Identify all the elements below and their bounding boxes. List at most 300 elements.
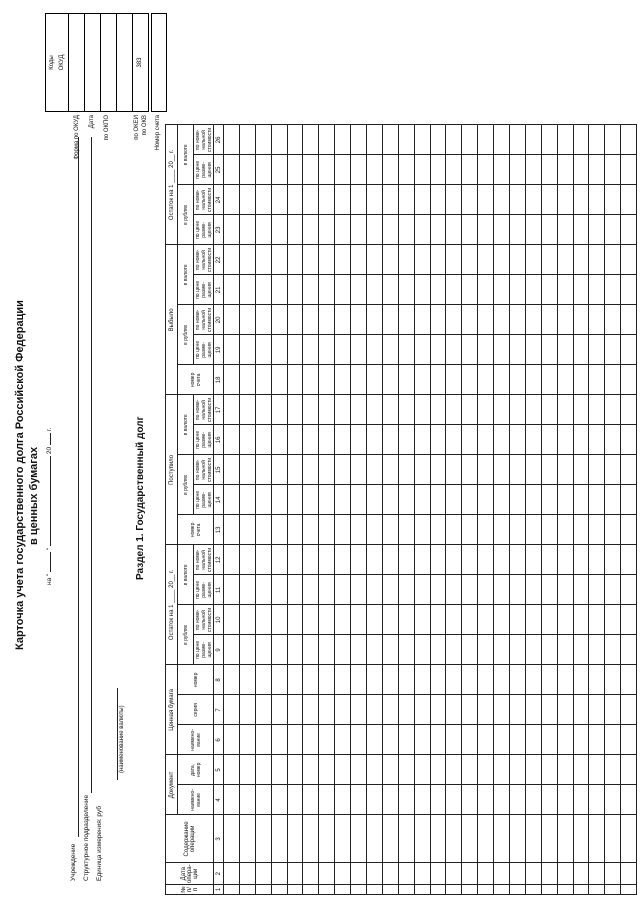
table-cell[interactable] — [351, 635, 367, 665]
table-cell[interactable] — [494, 305, 510, 335]
table-cell[interactable] — [414, 185, 430, 215]
table-cell[interactable] — [382, 545, 398, 575]
table-cell[interactable] — [557, 275, 573, 305]
table-cell[interactable] — [525, 755, 541, 785]
table-cell[interactable] — [446, 785, 462, 815]
table-cell[interactable] — [589, 155, 605, 185]
table-cell[interactable] — [430, 215, 446, 245]
table-cell[interactable] — [573, 785, 589, 815]
table-cell[interactable] — [557, 125, 573, 155]
table-cell[interactable] — [367, 335, 383, 365]
table-cell[interactable] — [224, 725, 240, 755]
table-cell[interactable] — [224, 575, 240, 605]
table-cell[interactable] — [605, 305, 621, 335]
table-cell[interactable] — [351, 425, 367, 455]
table-cell[interactable] — [589, 755, 605, 785]
table-cell[interactable] — [255, 125, 271, 155]
table-cell[interactable] — [319, 605, 335, 635]
table-cell[interactable] — [287, 605, 303, 635]
table-cell[interactable] — [525, 885, 541, 895]
division-field[interactable] — [91, 137, 92, 793]
table-cell[interactable] — [557, 575, 573, 605]
table-cell[interactable] — [224, 245, 240, 275]
table-cell[interactable] — [351, 395, 367, 425]
table-cell[interactable] — [462, 335, 478, 365]
table-cell[interactable] — [351, 185, 367, 215]
table-cell[interactable] — [573, 605, 589, 635]
table-cell[interactable] — [303, 215, 319, 245]
table-cell[interactable] — [239, 575, 255, 605]
table-cell[interactable] — [430, 725, 446, 755]
table-cell[interactable] — [478, 245, 494, 275]
table-cell[interactable] — [351, 275, 367, 305]
table-cell[interactable] — [414, 125, 430, 155]
table-cell[interactable] — [303, 885, 319, 895]
table-cell[interactable] — [573, 725, 589, 755]
table-cell[interactable] — [589, 815, 605, 863]
table-cell[interactable] — [605, 605, 621, 635]
table-cell[interactable] — [605, 635, 621, 665]
table-cell[interactable] — [319, 485, 335, 515]
table-cell[interactable] — [335, 665, 351, 695]
table-cell[interactable] — [494, 575, 510, 605]
table-cell[interactable] — [430, 395, 446, 425]
table-cell[interactable] — [414, 215, 430, 245]
table-cell[interactable] — [446, 485, 462, 515]
table-cell[interactable] — [478, 275, 494, 305]
table-cell[interactable] — [335, 395, 351, 425]
table-cell[interactable] — [446, 455, 462, 485]
table-cell[interactable] — [494, 695, 510, 725]
table-cell[interactable] — [446, 815, 462, 863]
table-cell[interactable] — [525, 425, 541, 455]
table-cell[interactable] — [303, 245, 319, 275]
table-cell[interactable] — [478, 485, 494, 515]
table-cell[interactable] — [462, 395, 478, 425]
table-cell[interactable] — [478, 455, 494, 485]
table-cell[interactable] — [287, 545, 303, 575]
table-cell[interactable] — [525, 605, 541, 635]
table-cell[interactable] — [287, 125, 303, 155]
table-cell[interactable] — [398, 335, 414, 365]
table-cell[interactable] — [462, 515, 478, 545]
table-cell[interactable] — [525, 665, 541, 695]
table-cell[interactable] — [446, 575, 462, 605]
table-cell[interactable] — [224, 815, 240, 863]
table-cell[interactable] — [589, 365, 605, 395]
table-cell[interactable] — [478, 305, 494, 335]
table-cell[interactable] — [398, 395, 414, 425]
table-cell[interactable] — [510, 275, 526, 305]
table-cell[interactable] — [621, 365, 637, 395]
table-cell[interactable] — [605, 365, 621, 395]
table-cell[interactable] — [319, 245, 335, 275]
table-cell[interactable] — [541, 215, 557, 245]
table-cell[interactable] — [367, 755, 383, 785]
table-cell[interactable] — [462, 305, 478, 335]
table-cell[interactable] — [478, 425, 494, 455]
table-cell[interactable] — [494, 545, 510, 575]
table-cell[interactable] — [494, 515, 510, 545]
table-cell[interactable] — [303, 485, 319, 515]
table-cell[interactable] — [478, 335, 494, 365]
table-cell[interactable] — [605, 215, 621, 245]
table-cell[interactable] — [525, 863, 541, 885]
table-cell[interactable] — [303, 665, 319, 695]
table-cell[interactable] — [525, 635, 541, 665]
table-cell[interactable] — [446, 395, 462, 425]
table-cell[interactable] — [255, 215, 271, 245]
table-cell[interactable] — [382, 785, 398, 815]
table-cell[interactable] — [382, 605, 398, 635]
table-cell[interactable] — [494, 215, 510, 245]
table-cell[interactable] — [510, 635, 526, 665]
table-cell[interactable] — [462, 275, 478, 305]
table-cell[interactable] — [573, 245, 589, 275]
table-cell[interactable] — [525, 395, 541, 425]
table-cell[interactable] — [541, 785, 557, 815]
table-cell[interactable] — [255, 665, 271, 695]
table-cell[interactable] — [271, 305, 287, 335]
date-code-cell[interactable] — [85, 14, 101, 111]
table-cell[interactable] — [462, 185, 478, 215]
table-cell[interactable] — [414, 515, 430, 545]
table-cell[interactable] — [557, 695, 573, 725]
table-cell[interactable] — [605, 665, 621, 695]
table-cell[interactable] — [541, 635, 557, 665]
table-cell[interactable] — [541, 885, 557, 895]
table-cell[interactable] — [367, 485, 383, 515]
table-cell[interactable] — [494, 425, 510, 455]
table-cell[interactable] — [319, 275, 335, 305]
table-cell[interactable] — [224, 785, 240, 815]
table-cell[interactable] — [382, 665, 398, 695]
table-cell[interactable] — [319, 863, 335, 885]
table-cell[interactable] — [621, 885, 637, 895]
table-cell[interactable] — [478, 395, 494, 425]
table-cell[interactable] — [621, 725, 637, 755]
table-cell[interactable] — [224, 863, 240, 885]
table-cell[interactable] — [510, 215, 526, 245]
table-cell[interactable] — [478, 785, 494, 815]
table-cell[interactable] — [494, 365, 510, 395]
table-cell[interactable] — [287, 365, 303, 395]
table-cell[interactable] — [621, 215, 637, 245]
table-cell[interactable] — [271, 545, 287, 575]
table-cell[interactable] — [255, 155, 271, 185]
table-cell[interactable] — [271, 863, 287, 885]
table-cell[interactable] — [367, 215, 383, 245]
table-cell[interactable] — [382, 275, 398, 305]
table-cell[interactable] — [541, 395, 557, 425]
table-cell[interactable] — [239, 605, 255, 635]
table-cell[interactable] — [462, 245, 478, 275]
table-cell[interactable] — [510, 863, 526, 885]
table-cell[interactable] — [351, 335, 367, 365]
table-cell[interactable] — [446, 665, 462, 695]
table-cell[interactable] — [573, 755, 589, 785]
table-cell[interactable] — [303, 725, 319, 755]
table-cell[interactable] — [510, 395, 526, 425]
table-cell[interactable] — [605, 335, 621, 365]
table-cell[interactable] — [224, 395, 240, 425]
table-cell[interactable] — [621, 455, 637, 485]
table-cell[interactable] — [224, 125, 240, 155]
table-cell[interactable] — [510, 425, 526, 455]
table-cell[interactable] — [303, 365, 319, 395]
table-cell[interactable] — [589, 575, 605, 605]
table-cell[interactable] — [430, 185, 446, 215]
table-cell[interactable] — [287, 155, 303, 185]
table-cell[interactable] — [239, 515, 255, 545]
table-cell[interactable] — [446, 695, 462, 725]
table-cell[interactable] — [319, 545, 335, 575]
table-cell[interactable] — [462, 125, 478, 155]
table-cell[interactable] — [382, 885, 398, 895]
table-cell[interactable] — [510, 185, 526, 215]
table-cell[interactable] — [382, 815, 398, 863]
table-cell[interactable] — [462, 755, 478, 785]
okud-code-cell[interactable] — [69, 14, 85, 111]
table-cell[interactable] — [557, 755, 573, 785]
table-cell[interactable] — [621, 425, 637, 455]
table-cell[interactable] — [430, 125, 446, 155]
table-cell[interactable] — [605, 155, 621, 185]
table-cell[interactable] — [351, 725, 367, 755]
table-cell[interactable] — [589, 215, 605, 245]
table-cell[interactable] — [382, 575, 398, 605]
table-cell[interactable] — [494, 785, 510, 815]
table-cell[interactable] — [351, 245, 367, 275]
table-cell[interactable] — [335, 785, 351, 815]
table-cell[interactable] — [367, 575, 383, 605]
table-cell[interactable] — [303, 755, 319, 785]
table-cell[interactable] — [494, 863, 510, 885]
table-cell[interactable] — [382, 455, 398, 485]
table-cell[interactable] — [462, 155, 478, 185]
table-cell[interactable] — [287, 485, 303, 515]
table-cell[interactable] — [287, 335, 303, 365]
table-cell[interactable] — [589, 635, 605, 665]
table-cell[interactable] — [621, 815, 637, 863]
table-cell[interactable] — [478, 185, 494, 215]
table-cell[interactable] — [335, 305, 351, 335]
table-cell[interactable] — [605, 425, 621, 455]
table-cell[interactable] — [287, 785, 303, 815]
table-cell[interactable] — [382, 725, 398, 755]
table-cell[interactable] — [351, 863, 367, 885]
table-cell[interactable] — [446, 545, 462, 575]
table-cell[interactable] — [287, 395, 303, 425]
table-cell[interactable] — [573, 395, 589, 425]
table-cell[interactable] — [224, 275, 240, 305]
table-cell[interactable] — [351, 485, 367, 515]
table-cell[interactable] — [430, 755, 446, 785]
table-cell[interactable] — [224, 185, 240, 215]
table-cell[interactable] — [605, 395, 621, 425]
table-cell[interactable] — [605, 275, 621, 305]
table-cell[interactable] — [255, 515, 271, 545]
table-cell[interactable] — [446, 515, 462, 545]
table-cell[interactable] — [239, 155, 255, 185]
table-cell[interactable] — [255, 635, 271, 665]
table-cell[interactable] — [367, 785, 383, 815]
table-cell[interactable] — [351, 515, 367, 545]
table-cell[interactable] — [382, 125, 398, 155]
table-cell[interactable] — [382, 305, 398, 335]
table-cell[interactable] — [430, 575, 446, 605]
table-cell[interactable] — [510, 605, 526, 635]
table-cell[interactable] — [557, 515, 573, 545]
table-cell[interactable] — [319, 125, 335, 155]
table-cell[interactable] — [573, 485, 589, 515]
table-cell[interactable] — [430, 515, 446, 545]
table-cell[interactable] — [224, 335, 240, 365]
table-cell[interactable] — [621, 665, 637, 695]
table-cell[interactable] — [589, 605, 605, 635]
table-cell[interactable] — [255, 695, 271, 725]
table-cell[interactable] — [621, 515, 637, 545]
table-cell[interactable] — [287, 245, 303, 275]
table-cell[interactable] — [239, 185, 255, 215]
table-cell[interactable] — [335, 725, 351, 755]
table-cell[interactable] — [319, 725, 335, 755]
table-cell[interactable] — [430, 425, 446, 455]
table-cell[interactable] — [446, 605, 462, 635]
table-cell[interactable] — [351, 815, 367, 863]
table-cell[interactable] — [621, 125, 637, 155]
table-cell[interactable] — [462, 365, 478, 395]
table-cell[interactable] — [398, 155, 414, 185]
table-cell[interactable] — [462, 215, 478, 245]
table-cell[interactable] — [287, 275, 303, 305]
table-cell[interactable] — [239, 665, 255, 695]
table-cell[interactable] — [525, 365, 541, 395]
table-cell[interactable] — [303, 695, 319, 725]
table-cell[interactable] — [239, 815, 255, 863]
table-cell[interactable] — [478, 665, 494, 695]
table-cell[interactable] — [510, 485, 526, 515]
table-cell[interactable] — [510, 665, 526, 695]
table-cell[interactable] — [462, 425, 478, 455]
table-cell[interactable] — [303, 575, 319, 605]
table-cell[interactable] — [367, 275, 383, 305]
table-cell[interactable] — [430, 695, 446, 725]
table-cell[interactable] — [351, 785, 367, 815]
table-cell[interactable] — [351, 215, 367, 245]
table-cell[interactable] — [541, 863, 557, 885]
table-cell[interactable] — [271, 185, 287, 215]
table-cell[interactable] — [398, 863, 414, 885]
table-cell[interactable] — [605, 125, 621, 155]
table-cell[interactable] — [573, 515, 589, 545]
table-cell[interactable] — [398, 545, 414, 575]
table-cell[interactable] — [462, 545, 478, 575]
table-cell[interactable] — [573, 215, 589, 245]
table-cell[interactable] — [398, 515, 414, 545]
table-cell[interactable] — [541, 275, 557, 305]
table-cell[interactable] — [367, 725, 383, 755]
table-cell[interactable] — [414, 863, 430, 885]
table-cell[interactable] — [494, 485, 510, 515]
table-cell[interactable] — [414, 665, 430, 695]
table-cell[interactable] — [589, 515, 605, 545]
table-cell[interactable] — [621, 305, 637, 335]
table-cell[interactable] — [541, 605, 557, 635]
table-cell[interactable] — [573, 885, 589, 895]
table-cell[interactable] — [446, 425, 462, 455]
table-cell[interactable] — [478, 815, 494, 863]
table-cell[interactable] — [430, 545, 446, 575]
table-cell[interactable] — [398, 635, 414, 665]
table-cell[interactable] — [319, 755, 335, 785]
table-cell[interactable] — [430, 785, 446, 815]
table-cell[interactable] — [541, 425, 557, 455]
table-cell[interactable] — [510, 515, 526, 545]
table-cell[interactable] — [239, 545, 255, 575]
table-cell[interactable] — [224, 665, 240, 695]
table-cell[interactable] — [382, 863, 398, 885]
table-cell[interactable] — [335, 885, 351, 895]
table-cell[interactable] — [367, 305, 383, 335]
table-cell[interactable] — [494, 395, 510, 425]
table-cell[interactable] — [351, 365, 367, 395]
table-cell[interactable] — [605, 455, 621, 485]
table-cell[interactable] — [462, 455, 478, 485]
table-cell[interactable] — [398, 815, 414, 863]
table-cell[interactable] — [541, 575, 557, 605]
table-cell[interactable] — [478, 575, 494, 605]
table-cell[interactable] — [430, 635, 446, 665]
table-cell[interactable] — [287, 215, 303, 245]
empty-code-cell[interactable] — [117, 14, 133, 111]
table-cell[interactable] — [239, 395, 255, 425]
table-cell[interactable] — [367, 365, 383, 395]
table-cell[interactable] — [239, 305, 255, 335]
table-cell[interactable] — [414, 365, 430, 395]
table-cell[interactable] — [621, 695, 637, 725]
table-cell[interactable] — [605, 695, 621, 725]
table-cell[interactable] — [335, 605, 351, 635]
table-cell[interactable] — [605, 245, 621, 275]
table-cell[interactable] — [335, 155, 351, 185]
table-cell[interactable] — [557, 785, 573, 815]
table-cell[interactable] — [446, 215, 462, 245]
table-cell[interactable] — [525, 785, 541, 815]
table-cell[interactable] — [462, 885, 478, 895]
table-cell[interactable] — [557, 455, 573, 485]
table-cell[interactable] — [271, 335, 287, 365]
table-cell[interactable] — [319, 515, 335, 545]
table-cell[interactable] — [287, 863, 303, 885]
table-cell[interactable] — [541, 485, 557, 515]
table-cell[interactable] — [414, 575, 430, 605]
table-cell[interactable] — [351, 305, 367, 335]
table-cell[interactable] — [287, 695, 303, 725]
table-cell[interactable] — [239, 455, 255, 485]
table-cell[interactable] — [367, 885, 383, 895]
table-cell[interactable] — [367, 425, 383, 455]
table-cell[interactable] — [541, 545, 557, 575]
table-cell[interactable] — [303, 605, 319, 635]
table-cell[interactable] — [367, 185, 383, 215]
table-cell[interactable] — [367, 605, 383, 635]
table-cell[interactable] — [335, 455, 351, 485]
table-cell[interactable] — [224, 635, 240, 665]
table-cell[interactable] — [494, 155, 510, 185]
table-cell[interactable] — [414, 885, 430, 895]
table-cell[interactable] — [557, 245, 573, 275]
